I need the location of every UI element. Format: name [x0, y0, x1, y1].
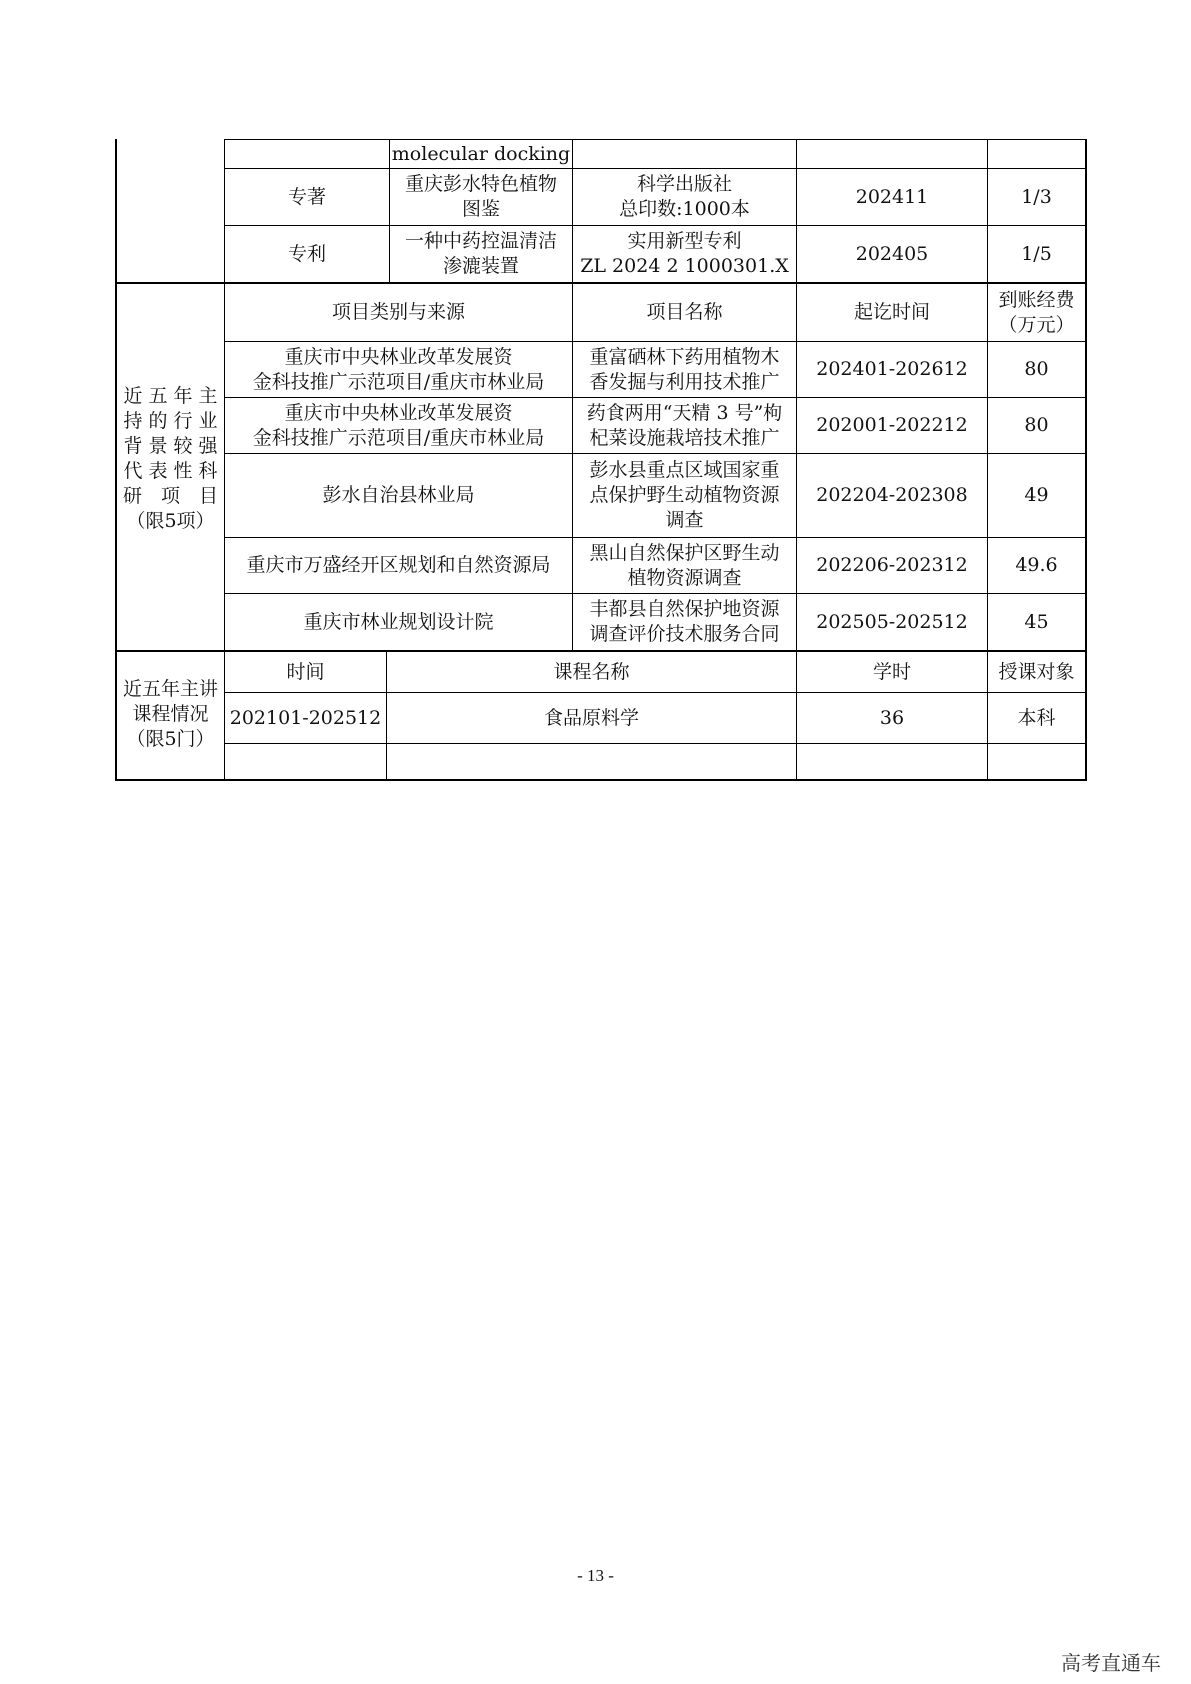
publication-title-line: 重庆彭水特色植物	[404, 173, 557, 195]
project-row-4-name	[573, 594, 796, 650]
project-period: 202204-202308	[816, 484, 968, 506]
publication-title-line: 渗漉装置	[442, 255, 519, 277]
publication-title-line: molecular docking	[391, 142, 571, 165]
project-name-line: 丰都县自然保护地资源	[589, 598, 780, 620]
project-row-2-source	[225, 454, 572, 537]
project-row-4-source	[225, 594, 572, 650]
side-label-line: 近五年主讲	[122, 678, 218, 700]
publication-row-2-publisher	[573, 226, 796, 282]
project-name-line: 重富硒林下药用植物木	[589, 345, 780, 368]
course-row-1-hours	[797, 744, 987, 779]
rule	[224, 139, 1087, 140]
project-row-0-funding	[988, 342, 1085, 397]
publication-row-0-title	[390, 140, 572, 168]
header-text: 授课对象	[998, 660, 1075, 683]
project-source-line: 彭水自治县林业局	[322, 484, 475, 506]
project-row-3-funding	[988, 538, 1085, 593]
project-source-line: 重庆市中央林业改革发展资	[284, 401, 513, 424]
project-name-line: 黑山自然保护区野生动	[589, 541, 780, 564]
project-name-line: 香发掘与利用技术推广	[589, 370, 780, 393]
course-row-0-name	[387, 693, 796, 743]
project-period: 202001-202212	[816, 414, 968, 436]
publication-row-1-type	[225, 169, 389, 225]
project-period: 202505-202512	[816, 610, 968, 633]
project-funding: 49.6	[1015, 554, 1058, 576]
publication-rank: 1/3	[1021, 185, 1052, 208]
project-row-0-period	[797, 342, 987, 397]
project-name-line: 调查	[665, 509, 704, 531]
header-project-period	[797, 284, 987, 341]
project-row-3-name	[573, 538, 796, 593]
publication-row-2-type	[225, 226, 389, 282]
header-project-source	[225, 284, 572, 341]
course-row-0-hours	[797, 693, 987, 743]
course-row-1-name	[387, 744, 796, 779]
project-row-1-period	[797, 398, 987, 453]
project-row-2-name	[573, 454, 796, 537]
side-label-line: 持 的 行 业	[123, 410, 218, 432]
project-period: 202206-202312	[816, 554, 968, 576]
page-number: - 13 -	[577, 1566, 614, 1585]
publication-row-2-title	[390, 226, 572, 282]
project-source-line: 重庆市万盛经开区规划和自然资源局	[246, 554, 551, 576]
header-text: 时间	[286, 660, 325, 683]
project-row-2-funding	[988, 454, 1085, 537]
header-project-name	[573, 284, 796, 341]
project-row-0-name	[573, 342, 796, 397]
header-text: 起讫时间	[853, 301, 930, 323]
project-source-line: 金科技推广示范项目/重庆市林业局	[252, 426, 545, 449]
publication-title-line: 一种中药控温清洁	[404, 230, 557, 252]
side-label-line: （限5项）	[126, 510, 215, 532]
publisher-line: 实用新型专利	[627, 230, 742, 252]
header-course-audience	[988, 652, 1085, 692]
project-name-line: 点保护野生动植物资源	[589, 484, 780, 506]
header-course-hours	[797, 652, 987, 692]
side-label-line: 课程情况	[132, 703, 209, 725]
course-row-0-audience	[988, 693, 1085, 743]
publication-row-2-date	[797, 226, 987, 282]
publication-type: 专利	[287, 242, 326, 265]
project-source-line: 重庆市林业规划设计院	[303, 610, 494, 633]
project-funding: 80	[1024, 358, 1049, 380]
course-row-1-time	[225, 744, 386, 779]
course-hours: 36	[879, 706, 905, 729]
publication-date: 202411	[855, 185, 929, 208]
project-name-line: 彭水县重点区域国家重	[589, 459, 780, 481]
header-text: 项目类别与来源	[331, 301, 465, 323]
publication-row-1-rank	[988, 169, 1085, 225]
side-label-line: 近 五 年 主	[123, 385, 218, 407]
side-label-line: （限5门）	[126, 728, 215, 750]
project-period: 202401-202612	[816, 358, 968, 380]
project-funding: 80	[1024, 414, 1049, 436]
course-time: 202101-202512	[229, 706, 382, 729]
publication-row-1-publisher	[573, 169, 796, 225]
project-name-line: 调查评价技术服务合同	[589, 623, 780, 645]
publisher-line: ZL 2024 2 1000301.X	[580, 255, 789, 277]
course-row-1-audience	[988, 744, 1085, 779]
project-row-4-period	[797, 594, 987, 650]
side-label-line: 代 表 性 科	[123, 460, 218, 482]
project-row-2-period	[797, 454, 987, 537]
publication-type: 专著	[287, 185, 326, 208]
project-row-1-name	[573, 398, 796, 453]
publication-row-1-title	[390, 169, 572, 225]
header-text: （万元）	[998, 313, 1075, 336]
header-text: 到账经费	[998, 288, 1075, 311]
project-row-3-source	[225, 538, 572, 593]
header-text: 项目名称	[646, 301, 723, 323]
publication-row-2-rank	[988, 226, 1085, 282]
side-label-line: 背 景 较 强	[123, 435, 218, 457]
publication-date: 202405	[855, 242, 929, 265]
publisher-line: 科学出版社	[636, 173, 732, 195]
side-label-line: 研 项 目	[122, 485, 218, 507]
project-funding: 45	[1024, 610, 1049, 633]
publication-row-1-date	[797, 169, 987, 225]
project-source-line: 重庆市中央林业改革发展资	[284, 345, 513, 368]
course-name: 食品原料学	[543, 706, 639, 729]
header-course-name	[387, 652, 796, 692]
project-source-line: 金科技推广示范项目/重庆市林业局	[252, 370, 545, 393]
project-funding: 49	[1024, 484, 1049, 506]
course-audience: 本科	[1017, 706, 1056, 729]
publication-rank: 1/5	[1021, 242, 1052, 265]
project-name-line: 植物资源调查	[627, 566, 742, 589]
header-text: 学时	[872, 660, 911, 683]
course-row-0-time	[225, 693, 386, 743]
project-row-1-funding	[988, 398, 1085, 453]
publisher-line: 总印数:1000本	[619, 198, 750, 220]
publication-title-line: 图鉴	[461, 198, 500, 220]
header-course-time	[225, 652, 386, 692]
watermark-text: 高考直通车	[1061, 1651, 1161, 1675]
project-name-line: 药食两用“天精 3 号”枸	[586, 401, 783, 424]
project-row-1-source	[225, 398, 572, 453]
header-text: 课程名称	[553, 660, 630, 683]
courses-side-label	[117, 677, 224, 752]
table-border-right	[1085, 139, 1087, 780]
table-border-bottom	[115, 779, 1087, 781]
header-project-funding	[988, 284, 1085, 341]
project-name-line: 杞菜设施栽培技术推广	[589, 426, 780, 449]
project-row-3-period	[797, 538, 987, 593]
project-row-0-source	[225, 342, 572, 397]
project-row-4-funding	[988, 594, 1085, 650]
research-side-label	[117, 384, 224, 534]
